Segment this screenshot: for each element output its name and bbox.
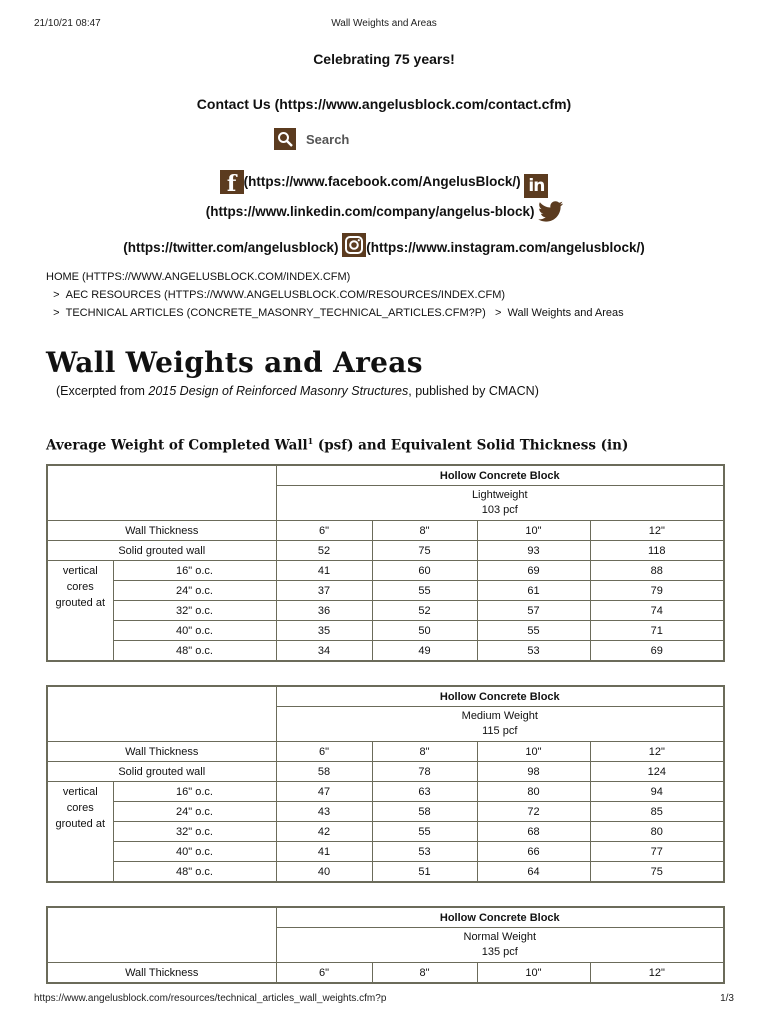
size-cell: 6": [276, 521, 372, 541]
size-cell: 8": [372, 963, 477, 984]
value-cell: 61: [477, 581, 590, 601]
spacing-cell: 16" o.c.: [113, 561, 276, 581]
value-cell: 77: [590, 842, 724, 862]
spacing-cell: 24" o.c.: [113, 802, 276, 822]
spacing-cell: 24" o.c.: [113, 581, 276, 601]
value-cell: 98: [477, 762, 590, 782]
weight-class-header: [276, 486, 724, 521]
instagram-link[interactable]: (https://www.instagram.com/angelusblock/): [366, 240, 645, 255]
facebook-link[interactable]: (https://www.facebook.com/AngelusBlock/): [243, 174, 521, 189]
value-cell: 85: [590, 802, 724, 822]
size-cell: 10": [477, 521, 590, 541]
size-cell: 6": [276, 742, 372, 762]
value-cell: 37: [276, 581, 372, 601]
breadcrumb-home[interactable]: HOME (HTTPS://WWW.ANGELUSBLOCK.COM/INDEX.CFM): [46, 271, 351, 283]
value-cell: 74: [590, 601, 724, 621]
value-cell: 80: [477, 782, 590, 802]
value-cell: 42: [276, 822, 372, 842]
instagram-icon[interactable]: [342, 233, 366, 257]
search-label[interactable]: Search: [306, 131, 350, 147]
value-cell: 53: [477, 641, 590, 662]
wall-thickness-label: Wall Thickness: [47, 521, 276, 541]
value-cell: 55: [477, 621, 590, 641]
spacing-cell: 40" o.c.: [113, 842, 276, 862]
facebook-icon[interactable]: f: [220, 170, 244, 194]
spacing-cell: 32" o.c.: [113, 822, 276, 842]
social-line-1: [0, 170, 768, 198]
block-type-header: Hollow Concrete Block: [276, 465, 724, 486]
value-cell: 55: [372, 822, 477, 842]
print-title: Wall Weights and Areas: [331, 18, 437, 29]
search-control[interactable]: [274, 128, 349, 150]
value-cell: 58: [276, 762, 372, 782]
value-cell: 40: [276, 862, 372, 883]
value-cell: 75: [372, 541, 477, 561]
value-cell: 51: [372, 862, 477, 883]
value-cell: 57: [477, 601, 590, 621]
weight-table-lightweight: [46, 464, 725, 662]
breadcrumb-separator: >: [494, 307, 502, 319]
contact-link[interactable]: Contact Us (https://www.angelusblock.com/contact.cfm): [196, 96, 572, 112]
value-cell: 78: [372, 762, 477, 782]
solid-grouted-label: Solid grouted wall: [47, 541, 276, 561]
breadcrumb-aec-resources[interactable]: AEC RESOURCES (HTTPS://WWW.ANGELUSBLOCK.COM/RESOURCES/INDEX.CFM): [65, 289, 506, 301]
value-cell: 72: [477, 802, 590, 822]
value-cell: 43: [276, 802, 372, 822]
value-cell: 75: [590, 862, 724, 883]
value-cell: 36: [276, 601, 372, 621]
size-cell: 8": [372, 742, 477, 762]
value-cell: 60: [372, 561, 477, 581]
size-cell: 10": [477, 742, 590, 762]
value-cell: 69: [590, 641, 724, 662]
value-cell: 68: [477, 822, 590, 842]
weight-class: Normal Weight: [463, 931, 537, 943]
size-cell: 12": [590, 521, 724, 541]
value-cell: 41: [276, 842, 372, 862]
value-cell: 118: [590, 541, 724, 561]
wall-thickness-label: Wall Thickness: [47, 963, 276, 984]
size-cell: 8": [372, 521, 477, 541]
section-title-pre: Average Weight of Completed Wall: [46, 437, 308, 454]
print-page-number: 1/3: [720, 993, 734, 1004]
value-cell: 35: [276, 621, 372, 641]
table-corner: [47, 686, 276, 742]
size-cell: 6": [276, 963, 372, 984]
value-cell: 52: [276, 541, 372, 561]
vertical-cores-label: vertical cores grouted at: [47, 561, 113, 662]
solid-grouted-label: Solid grouted wall: [47, 762, 276, 782]
value-cell: 124: [590, 762, 724, 782]
value-cell: 64: [477, 862, 590, 883]
value-cell: 49: [372, 641, 477, 662]
size-cell: 12": [590, 963, 724, 984]
section-title-post: (psf) and Equivalent Solid Thickness (in): [313, 437, 629, 454]
twitter-icon[interactable]: [538, 201, 562, 225]
vertical-cores-label: vertical cores grouted at: [47, 782, 113, 883]
print-url: https://www.angelusblock.com/resources/technical_articles_wall_weights.cfm?p: [34, 993, 387, 1004]
value-cell: 55: [372, 581, 477, 601]
weight-class-header: [276, 928, 724, 963]
page-title: Wall Weights and Areas: [46, 346, 423, 379]
spacing-cell: 48" o.c.: [113, 862, 276, 883]
value-cell: 50: [372, 621, 477, 641]
table-corner: [47, 907, 276, 963]
table-corner: [47, 465, 276, 521]
density: 115 pcf: [482, 725, 518, 737]
value-cell: 58: [372, 802, 477, 822]
print-datetime: 21/10/21 08:47: [34, 18, 101, 29]
spacing-cell: 48" o.c.: [113, 641, 276, 662]
wall-thickness-label: Wall Thickness: [47, 742, 276, 762]
size-cell: 12": [590, 742, 724, 762]
footnote-marker: 1: [307, 436, 314, 446]
excerpt-post: , published by CMACN): [408, 384, 539, 398]
breadcrumb-separator: >: [53, 307, 60, 319]
value-cell: 79: [590, 581, 724, 601]
weight-class-header: [276, 707, 724, 742]
weight-class: Medium Weight: [461, 710, 538, 722]
weight-table-normal: [46, 906, 725, 984]
excerpt-book-title: 2015 Design of Reinforced Masonry Structures: [148, 384, 409, 398]
breadcrumb: [46, 268, 624, 322]
value-cell: 41: [276, 561, 372, 581]
weight-table-medium: [46, 685, 725, 883]
twitter-link[interactable]: (https://twitter.com/angelusblock): [123, 240, 339, 255]
search-icon[interactable]: [274, 128, 296, 150]
value-cell: 53: [372, 842, 477, 862]
density: 135 pcf: [481, 946, 518, 958]
value-cell: 69: [477, 561, 590, 581]
spacing-cell: 40" o.c.: [113, 621, 276, 641]
social-line-3: [0, 233, 768, 257]
celebrate-banner: Celebrating 75 years!: [313, 51, 455, 67]
value-cell: 66: [477, 842, 590, 862]
breadcrumb-current: Wall Weights and Areas: [507, 307, 624, 319]
weight-class: Lightweight: [471, 489, 528, 501]
excerpt-pre: (Excerpted from: [56, 384, 149, 398]
value-cell: 63: [372, 782, 477, 802]
breadcrumb-separator: >: [53, 289, 60, 301]
value-cell: 94: [590, 782, 724, 802]
value-cell: 52: [372, 601, 477, 621]
spacing-cell: 32" o.c.: [113, 601, 276, 621]
value-cell: 88: [590, 561, 724, 581]
value-cell: 80: [590, 822, 724, 842]
value-cell: 34: [276, 641, 372, 662]
value-cell: 71: [590, 621, 724, 641]
size-cell: 10": [477, 963, 590, 984]
block-type-header: Hollow Concrete Block: [276, 907, 724, 928]
block-type-header: Hollow Concrete Block: [276, 686, 724, 707]
excerpt-note: [56, 384, 539, 398]
linkedin-icon[interactable]: in: [524, 174, 548, 198]
density: 103 pcf: [481, 504, 518, 516]
section-title: [46, 436, 628, 454]
spacing-cell: 16" o.c.: [113, 782, 276, 802]
value-cell: 93: [477, 541, 590, 561]
value-cell: 47: [276, 782, 372, 802]
linkedin-link[interactable]: (https://www.linkedin.com/company/angelus-block): [205, 204, 535, 219]
social-line-2: [0, 201, 768, 225]
breadcrumb-technical-articles[interactable]: TECHNICAL ARTICLES (CONCRETE_MASONRY_TECHNICAL_ARTICLES.CFM?P): [65, 307, 486, 319]
